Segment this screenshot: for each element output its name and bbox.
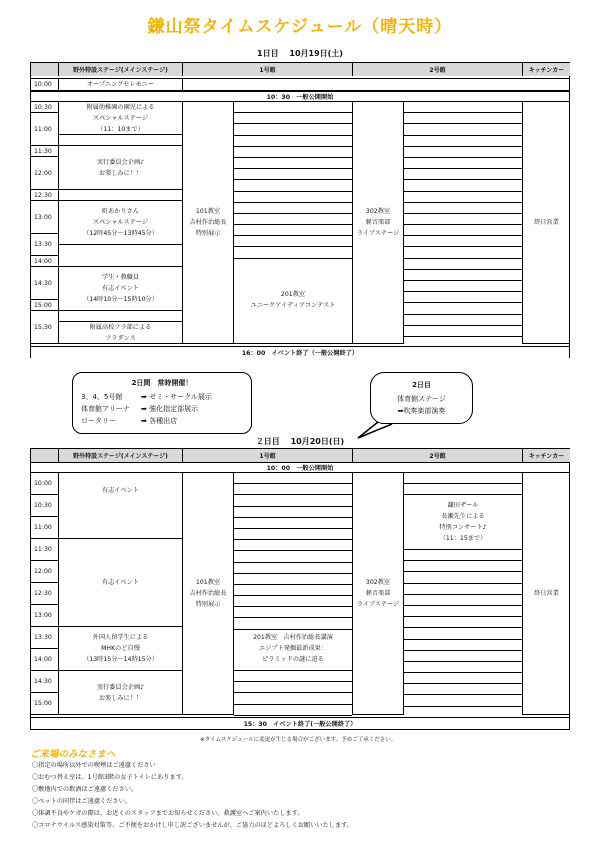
stage-event [59,201,183,245]
close-band: 16：00 イベント終了（一般公開終了） [31,346,569,358]
event-line: （13時15分～14時15分） [83,656,158,663]
event-line: 吉村作治総長 [189,219,227,226]
page-title: 鎌山祭タイムスケジュール（晴天時） [147,17,453,37]
open-band: 10：30 一般公開開始 [31,91,569,102]
time-label: 10:30 [31,102,59,113]
event-line: 201教室 [280,290,306,298]
bubble-title: 2日目 [412,381,431,389]
time-label: 10:00 [31,473,59,495]
event-line: 101教室 [195,579,221,586]
time-label: 12:30 [31,190,59,201]
note-item: 〇指定の場所以外での喫煙はご遠慮ください [32,762,156,769]
bubble-title: 2日間 常時開催！ [131,379,193,387]
bubble-row [81,403,251,415]
kitchen-header: キッチンカー [523,449,570,462]
time-label: 10:30 [31,495,59,517]
time-label: 10:00 [31,78,59,91]
time-label: 14:00 [31,256,59,267]
stage-blank [59,190,183,201]
time-label: 13:00 [31,605,59,627]
bubble-rows [81,391,251,427]
bldg2-empty-slots [404,550,523,715]
time-label: 12:00 [31,157,59,190]
open-band: 10：00 一般公開開始 [31,462,569,473]
bldg2-concert [404,495,523,550]
stage-header: 野外特設ステージ(メインステージ) [59,449,183,462]
stage-blank [59,245,183,267]
event-line: （14時10分～15時10分） [83,296,158,303]
event-line: 有志イベント [101,579,140,586]
note-item: 〇体調不良やケガの際は、お近くのスタッフまでお知らせください。救護室へご案内いたします。 [32,810,304,817]
bldg1-header: 1号館 [183,63,353,76]
stage-event [59,102,183,135]
close-band: 15：30 イベント終了(一般公開終了） [31,717,569,729]
time-label: 11:30 [31,146,59,157]
bldg2-empty-slots [404,473,523,495]
bubble-line: 体育館ステージ [397,395,446,403]
stage-event [59,267,183,311]
event-line: （11：10まで） [97,125,144,133]
bubble-lines [371,393,472,417]
stage-event [59,473,183,539]
day2-schedule-table [30,448,570,730]
time-label: 12:00 [31,561,59,583]
event-line: 有志イベント [101,285,140,292]
time-header [31,449,59,462]
bldg1-room101 [183,102,234,344]
time-label: 15:30 [31,311,59,344]
event-line: 特別展示 [195,601,221,608]
schedule-footnote: ※タイムスケジュールに変更が生じる場合がございます。予めご了承ください。 [200,737,397,743]
bldg1-header: 1号館 [183,449,353,462]
bldg1-room101 [183,473,234,715]
bubble-place: ロータリー [81,417,116,425]
event-line: 201教室 吉村作治総長講演 [253,634,333,641]
bubble-line: ➡吹奏楽部演奏 [397,407,446,415]
day1-heading: 1日目 10月19日(土) [257,49,343,58]
opening-row-blank [183,78,570,91]
stage-header: 野外特設ステージ(メインステージ) [59,63,183,76]
stage-blank [59,311,183,322]
day2-heading: ２日目 10月20日(日) [255,437,345,446]
event-line: 学生・教職員 [101,274,140,281]
time-label: 13:30 [31,234,59,256]
bubble-event: 各種出店 [149,417,178,425]
bldg2-header: 2号館 [353,63,523,76]
kitchen-hours: 終日営業 [523,473,570,715]
time-label: 11:30 [31,539,59,561]
event-line: 101教室 [195,208,221,215]
stage-blank [59,135,183,146]
always-open-bubble [72,372,252,434]
event-line: ピラミッドの謎に迫る [262,656,324,663]
time-label: 14:30 [31,267,59,300]
event-line: （11：15まで） [439,535,487,542]
bldg1-room201 [234,256,353,344]
bubble-row [81,391,251,403]
arrow-icon: ➡ [141,405,147,413]
event-line: 特別コンサート♪ [439,524,487,531]
event-line: ライブステージ [356,601,400,608]
event-line: エジプト発掘最新成果： [258,645,328,652]
event-line: 町あかりさん [101,208,140,215]
time-label: 11:00 [31,113,59,146]
time-label: 15:00 [31,300,59,311]
stage-event [59,671,183,715]
event-line: 実行委員会企画♪ [96,158,145,166]
bldg2-room302 [353,102,404,344]
bldg1-room201-lecture [234,627,353,671]
bldg1-empty-slots [234,102,353,256]
day2-stage-bubble [370,372,473,424]
bldg2-header: 2号館 [353,449,523,462]
event-line: お楽しみに！！ [98,694,143,702]
time-label: 13:30 [31,627,59,649]
event-line: 軽音楽部 [365,219,391,226]
event-line: 長瀬先生による [441,513,485,520]
event-line: 特別展示 [195,230,221,237]
note-item: 〇コロナウイルス感染対策等、ご不便をおかけし申し訳ございませんが、ご協力のほどよろしくお願いいたします。 [32,822,353,829]
day1-schedule-table [30,62,570,358]
time-label: 13:00 [31,201,59,234]
event-line: 吉村作治総長 [189,590,227,597]
bldg2-empty-slots [404,102,523,344]
opening-ceremony: オープニングセレモニー [59,78,183,91]
stage-event [59,627,183,671]
note-item: 〇敷地内での飲酒はご遠慮ください。 [32,786,138,793]
time-label: 12:30 [31,583,59,605]
bubble-place: 体育館アリーナ [81,405,130,413]
event-line: 鎌田ザール [447,502,479,509]
bubble-event: 強化指定部展示 [149,405,199,413]
notes-title: ご来場のみなさまへ [30,749,116,760]
event-line: スペシャルステージ [92,219,149,226]
note-item: 〇おむつ替え室は、1号館3階の女子トイレにあります。 [32,774,188,781]
event-line: （12時45分～13時45分） [83,230,158,237]
bldg1-empty-slots [234,671,353,715]
kitchen-hours: 終日営業 [523,102,570,344]
time-label: 15:00 [31,693,59,715]
bubble-place: 3、4、5号館 [81,393,123,401]
bubble-event: ゼミ・サークル展示 [149,393,212,401]
event-line: スペシャルステージ [92,114,149,122]
bubble-row [81,415,251,427]
event-line: お楽しみに！！ [98,169,143,177]
event-line: 有志イベント [101,487,140,494]
event-line: フラダンス [105,334,136,342]
arrow-icon: ➡ [141,417,147,425]
event-line: 外国人留学生による [92,634,149,641]
event-line: 302教室 [365,208,391,215]
note-item: 〇ペットの同伴はご遠慮ください。 [32,798,131,805]
arrow-icon: ➡ [141,393,147,401]
kitchen-header: キッチンカー [523,63,570,76]
event-line: 軽音楽部 [365,590,391,597]
event-line: 附属幼稚園の園児による [86,103,155,111]
event-line: MHKのど自慢 [101,645,140,652]
event-line: ライブステージ [356,230,400,237]
time-header [31,63,59,76]
bldg2-room302 [353,473,404,715]
event-line: 302教室 [365,579,391,586]
stage-event [59,322,183,344]
time-label: 14:00 [31,649,59,671]
stage-event [59,539,183,627]
event-line: 附属高校フラ部による [89,323,152,331]
time-label: 11:00 [31,517,59,539]
time-label: 14:30 [31,671,59,693]
bldg1-empty-slots [234,473,353,627]
stage-event [59,146,183,190]
event-line: 実行委員会企画♪ [96,683,145,691]
event-line: ユニークアイディアコンテスト [250,301,336,309]
